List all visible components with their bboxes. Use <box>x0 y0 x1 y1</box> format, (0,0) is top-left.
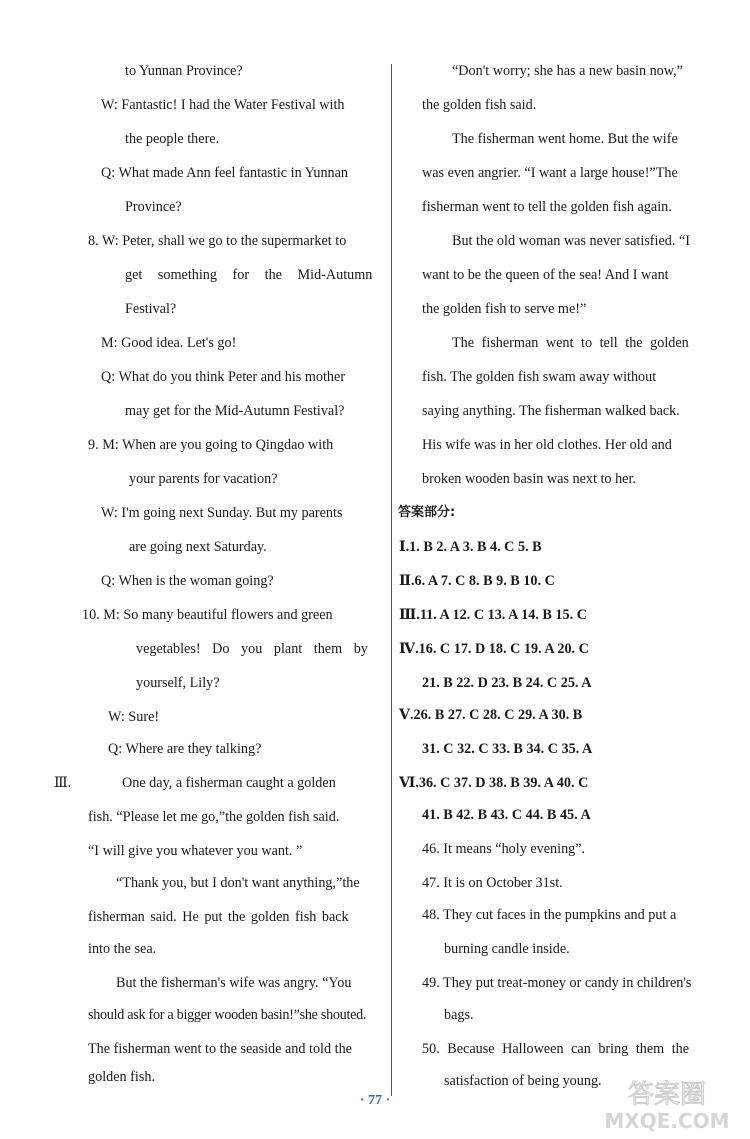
passage-line: The fisherman went to tell the golden <box>452 335 689 351</box>
text-line: to Yunnan Province? <box>125 63 243 79</box>
text-line: get something for the Mid-Autumn <box>125 267 373 283</box>
text-line: Province? <box>125 199 182 215</box>
passage-line: broken wooden basin was next to her. <box>422 471 636 487</box>
watermark-logo <box>592 1073 742 1133</box>
text-line: W: I'm going next Sunday. But my parents <box>101 505 343 521</box>
short-answer: burning candle inside. <box>444 941 570 957</box>
passage-line: “I will give you whatever you want. ” <box>88 843 303 859</box>
answer-row: Ⅵ.36. C 37. D 38. B 39. A 40. C <box>399 775 589 791</box>
answer-row: Ⅴ.26. B 27. C 28. C 29. A 30. B <box>399 707 583 723</box>
text-line: Q: When is the woman going? <box>101 573 274 589</box>
short-answer: 46. It means “holy evening”. <box>422 841 586 857</box>
text-line <box>101 96 383 114</box>
answer-row: 31. C 32. C 33. B 34. C 35. A <box>422 741 593 757</box>
passage-line: saying anything. The fisherman walked back. <box>422 403 680 419</box>
text-line: Festival? <box>125 301 177 317</box>
text-line: W: Sure! <box>108 709 160 725</box>
passage-line: “Thank you, but I don't want anything,”the <box>116 875 360 891</box>
passage-line: fisherman went to tell the golden fish again. <box>422 199 672 215</box>
text-line: may get for the Mid-Autumn Festival? <box>125 403 345 419</box>
question-9: 9. M: When are you going to Qingdao with <box>88 437 334 453</box>
passage-line: fisherman said. He put the golden fish back <box>88 909 349 925</box>
text-line: Q: Where are they talking? <box>108 741 262 757</box>
passage-line: The fisherman went home. But the wife <box>452 131 678 147</box>
text-line: Q: What made Ann feel fantastic in Yunnan <box>101 165 349 181</box>
passage-line: the golden fish to serve me!” <box>422 301 587 317</box>
passage-line: fish. The golden fish swam away without <box>422 369 657 385</box>
column-divider <box>391 64 392 1096</box>
passage-line: was even angrier. “I want a large house!”The <box>422 165 678 181</box>
passage-line: into the sea. <box>88 941 157 957</box>
answer-row: 41. B 42. B 43. C 44. B 45. A <box>422 807 591 823</box>
passage-line: should ask for a bigger wooden basin!”she shouted. <box>88 1007 367 1023</box>
question-8: 8. W: Peter, shall we go to the supermarket to <box>88 233 347 249</box>
passage-line: “Don't worry; she has a new basin now,” <box>452 63 683 79</box>
watermark-subtext: MXQE.COM <box>604 1109 730 1133</box>
answer-heading: 答案部分: <box>398 505 456 520</box>
passage-line: But the old woman was never satisfied. “I <box>452 233 690 249</box>
short-answer: satisfaction of being young. <box>444 1073 602 1089</box>
passage-line: His wife was in her old clothes. Her old and <box>422 437 672 453</box>
text-line: the people there. <box>125 131 220 147</box>
short-answer: 50. Because Halloween can bring them the <box>422 1041 690 1057</box>
short-answer: 47. It is on October 31st. <box>422 875 563 891</box>
answer-row: 21. B 22. D 23. B 24. C 25. A <box>422 675 592 691</box>
page-number: · 77 · <box>359 1093 391 1108</box>
answer-row: Ⅳ.16. C 17. D 18. C 19. A 20. C <box>399 641 589 657</box>
text-span: W: Fantastic! I had the Water Festival with <box>101 97 345 113</box>
text-line: your parents for vacation? <box>129 471 278 487</box>
passage-line: But the fisherman's wife was angry. “You <box>116 975 352 991</box>
short-answer: 48. They cut faces in the pumpkins and put a <box>422 907 677 923</box>
passage-line: the golden fish said. <box>422 97 537 113</box>
text-line: Q: What do you think Peter and his mother <box>101 369 346 385</box>
short-answer: 49. They put treat-money or candy in children's <box>422 975 692 991</box>
passage-line: golden fish. <box>88 1069 155 1085</box>
short-answer: bags. <box>444 1007 474 1023</box>
passage-line: One day, a fisherman caught a golden <box>122 775 336 791</box>
question-10: 10. M: So many beautiful flowers and green <box>82 607 333 623</box>
watermark-text: 答案圈 <box>627 1080 707 1110</box>
passage-line: want to be the queen of the sea! And I want <box>422 267 669 283</box>
answer-row: Ⅲ.11. A 12. C 13. A 14. B 15. C <box>399 607 587 623</box>
text-line: M: Good idea. Let's go! <box>101 335 237 351</box>
answer-row: Ⅱ.6. A 7. C 8. B 9. B 10. C <box>399 573 555 589</box>
text-line: vegetables! Do you plant them by <box>136 641 368 657</box>
section-marker-iii: Ⅲ. <box>54 775 72 791</box>
text-line: are going next Saturday. <box>129 539 267 555</box>
passage-line: The fisherman went to the seaside and told the <box>88 1041 352 1057</box>
text-line: yourself, Lily? <box>136 675 220 691</box>
passage-line: fish. “Please let me go,”the golden fish said. <box>88 809 340 825</box>
answer-row: Ⅰ.1. B 2. A 3. B 4. C 5. B <box>399 539 542 555</box>
